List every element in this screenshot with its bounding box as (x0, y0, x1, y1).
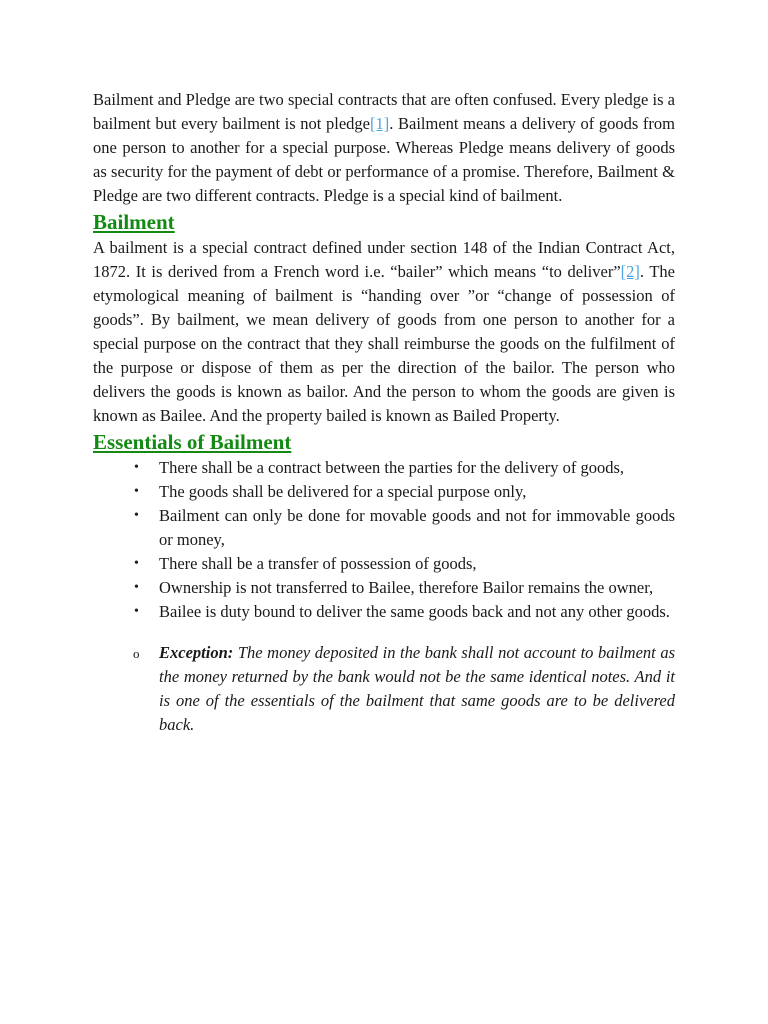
bailment-heading: Bailment (93, 210, 175, 234)
bailment-text-end: . The etymological meaning of bailment is “handing over ”or “change of possession of goods”. By bailment, we mean delivery of goods from one person to another for a special purpose on the contract that they shall reimburse the goods on the fulfilment of the purpose or dispose of them as per the direction of the bailor. The person who delivers the goods is known as bailor. And the person to whom the goods are given is known as Bailee. And the property bailed is known as Bailed Property. (93, 262, 675, 425)
list-item-text: There shall be a contract between the parties for the delivery of goods, (159, 458, 625, 477)
exception-text: The money deposited in the bank shall not account to bailment as the money returned by the bank would not be the same identical notes. And it is one of the essentials of the bailment that same goods are to be delivered back. (159, 643, 675, 734)
list-item-text: Bailment can only be done for movable goods and not for immovable goods or money, (159, 506, 675, 549)
document-content (93, 88, 675, 737)
bullet-marker: • (134, 460, 139, 475)
bullet-marker: • (134, 604, 139, 619)
list-item-text: Ownership is not transferred to Bailee, therefore Bailor remains the owner, (159, 578, 654, 597)
list-item-text: Bailee is duty bound to deliver the same goods back and not any other goods. (159, 602, 670, 621)
intro-text-end: . Bailment means a delivery of goods from one person to another for a special purpose. Whereas Pledge means delivery of goods as security for the payment of debt or performance of a promise. Therefore, Bailment & Pledge are two different contracts. Pledge is a special kind of bailment. (93, 114, 675, 205)
exception-note (93, 641, 675, 737)
intro-paragraph (93, 88, 675, 208)
sub-bullet-marker: o (133, 646, 140, 661)
bullet-marker: • (134, 484, 139, 499)
bailment-text-start: A bailment is a special contract defined under section 148 of the Indian Contract Act, 1872. It is derived from a French word i.e. “bailer” which means “to deliver” (93, 238, 675, 281)
essentials-list (93, 456, 675, 624)
list-item (93, 552, 675, 576)
list-item-text: The goods shall be delivered for a special purpose only, (159, 482, 527, 501)
list-item (93, 600, 675, 624)
essentials-heading: Essentials of Bailment (93, 430, 292, 454)
list-item (93, 480, 675, 504)
list-item (93, 576, 675, 600)
list-item (93, 504, 675, 552)
footnote-ref-1[interactable]: [1] (370, 114, 390, 133)
bullet-marker: • (134, 508, 139, 523)
exception-label: Exception: (159, 643, 234, 662)
list-item-text: There shall be a transfer of possession of goods, (159, 554, 477, 573)
list-item (93, 456, 675, 480)
bullet-marker: • (134, 580, 139, 595)
bullet-marker: • (134, 556, 139, 571)
bailment-paragraph (93, 236, 675, 428)
footnote-ref-2[interactable]: [2] (620, 262, 640, 281)
intro-text-start: Bailment and Pledge are two special contracts that are often confused. Every pledge is a bailment but every bailment is not pledge (93, 90, 675, 133)
